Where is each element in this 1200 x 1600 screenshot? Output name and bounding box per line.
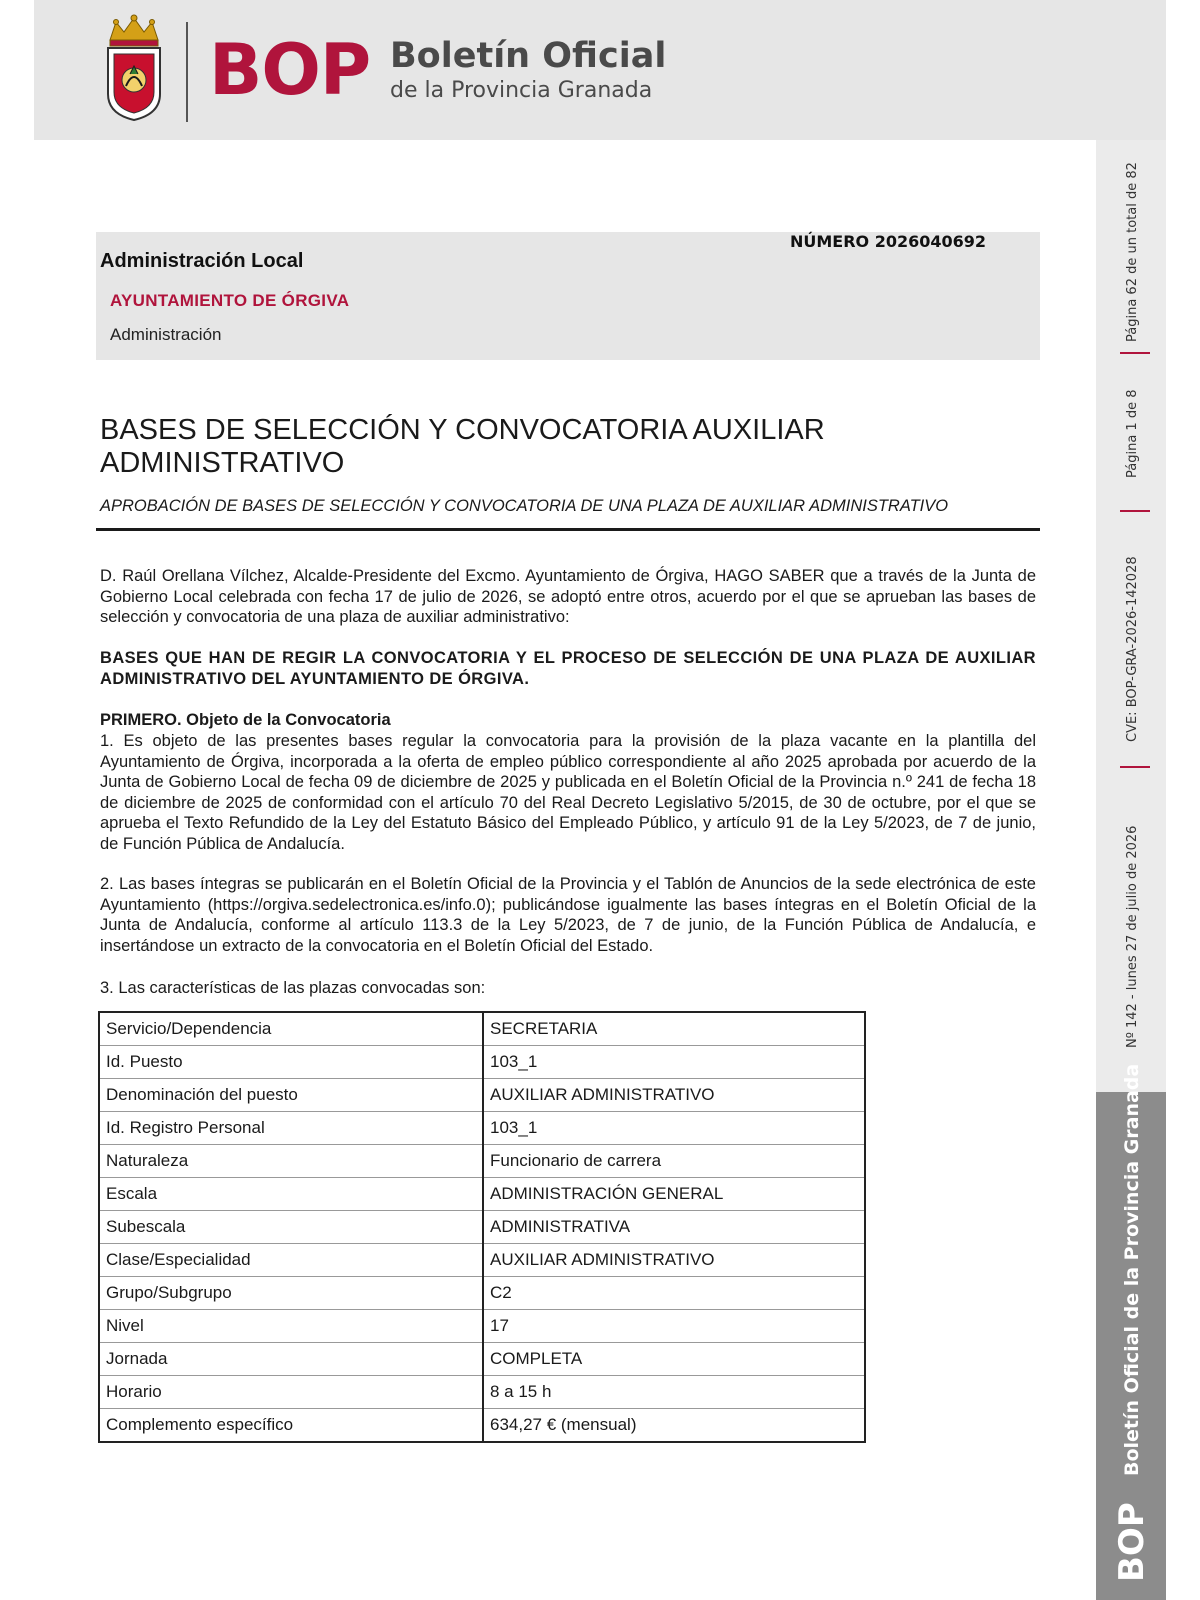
table-row [100,1013,865,1046]
table-value: 634,27 € (mensual) [483,1409,865,1442]
area-label: Administración [110,325,222,344]
table-key: Servicio/Dependencia [100,1013,484,1046]
paragraph-3: 3. Las características de las plazas convocadas son: [100,979,486,997]
table-key: Escala [100,1178,484,1211]
table-value: C2 [483,1277,865,1310]
table-value: COMPLETA [483,1343,865,1376]
section-label: Administración Local [100,250,304,272]
table-value: 8 a 15 h [483,1376,865,1409]
sidebar-separator [1120,766,1150,768]
table-row [100,1376,865,1409]
table-row [100,1343,865,1376]
table-value: SECRETARIA [483,1013,865,1046]
table-value: Funcionario de carrera [483,1145,865,1178]
table-key: Horario [100,1376,484,1409]
sidebar-bop-logo: BOP [1112,1502,1152,1582]
table-value: AUXILIAR ADMINISTRATIVO [483,1244,865,1277]
table-key: Subescala [100,1211,484,1244]
table-value: ADMINISTRACIÓN GENERAL [483,1178,865,1211]
table-key: Complemento específico [100,1409,484,1442]
table-row [100,1145,865,1178]
sidebar-separator [1120,510,1150,512]
ayuntamiento-name: AYUNTAMIENTO DE ÓRGIVA [110,291,350,310]
table-row [100,1409,865,1442]
paragraph-2: 2. Las bases íntegras se publicarán en el Boletín Oficial de la Provincia y el Tablón de Anuncios de la sede electrónica de este Ayuntamiento (https://orgiva.sedelectronica.es/info.0); publicándose igualmente las bases íntegras en el Boletín Oficial de la Junta de Andalucía, conforme al artículo 113.3 de la Ley 5/2023, de 7 de junio, de la Función Pública de Andalucía, e insertándose un extracto de la convocatoria en el Boletín Oficial del Estado. [100,875,1036,955]
document-title: BASES DE SELECCIÓN Y CONVOCATORIA AUXILIAR ADMINISTRATIVO [100,414,825,479]
table-row [100,1277,865,1310]
table-key: Jornada [100,1343,484,1376]
table-key: Nivel [100,1310,484,1343]
table-row [100,1244,865,1277]
table-value: ADMINISTRATIVA [483,1211,865,1244]
boletin-title: Boletín Oficial [390,36,667,76]
coat-of-arms-icon [102,14,166,122]
table-row [100,1046,865,1079]
table-row [100,1310,865,1343]
table-key: Denominación del puesto [100,1079,484,1112]
page-total-label: Página 62 de un total de 82 [1125,162,1140,342]
header-divider [186,22,188,122]
sidebar-separator [1120,352,1150,354]
cve-label: CVE: BOP-GRA-2026-142028 [1125,556,1140,742]
table-key: Grupo/Subgrupo [100,1277,484,1310]
title-rule [96,528,1040,531]
table-key: Id. Puesto [100,1046,484,1079]
table-key: Naturaleza [100,1145,484,1178]
primero-heading: PRIMERO. Objeto de la Convocatoria [100,711,391,729]
sidebar-brand-text: Boletín Oficial de la Provincia Granada [1121,1063,1143,1476]
table-row [100,1211,865,1244]
table-value: 103_1 [483,1046,865,1079]
table-row [100,1079,865,1112]
table-key: Id. Registro Personal [100,1112,484,1145]
paragraph-1: 1. Es objeto de las presentes bases regular la convocatoria para la provisión de la plaza vacante en la plantilla del Ayuntamiento de Órgiva, incorporada a la oferta de empleo público correspondiente al año 2025 aprobada por acuerdo de la Junta de Gobierno Local de fecha 09 de diciembre de 2025 y publicada en el Boletín Oficial de la Provincia n.º 241 de fecha 18 de diciembre de 2025 de conformidad con el artículo 70 del Real Decreto Legislativo 5/2015, de 30 de octubre, por el que se aprueba el Texto Refundido de la Ley del Estatuto Básico del Empleado Público, y artículo 91 de la Ley 5/2023, de 7 de junio, de Función Pública de Andalucía. [100,732,1036,853]
boletin-subtitle: de la Provincia Granada [390,78,653,103]
characteristics-table [99,1012,865,1442]
bases-heading: BASES QUE HAN DE REGIR LA CONVOCATORIA Y EL PROCESO DE SELECCIÓN DE UNA PLAZA DE AUXILIAR ADMINISTRATIVO DEL AYUNTAMIENTO DE ÓRGIVA. [100,649,1036,688]
issue-date-label: Nº 142 - lunes 27 de julio de 2026 [1125,825,1140,1048]
table-value: 103_1 [483,1112,865,1145]
table-row [100,1112,865,1145]
table-key: Clase/Especialidad [100,1244,484,1277]
document-subtitle: APROBACIÓN DE BASES DE SELECCIÓN Y CONVOCATORIA DE UNA PLAZA DE AUXILIAR ADMINISTRATIVO [100,497,949,515]
page-of-label: Página 1 de 8 [1125,389,1140,478]
intro-paragraph: D. Raúl Orellana Vílchez, Alcalde-Presidente del Excmo. Ayuntamiento de Órgiva, HAGO SABER que a través de la Junta de Gobierno Local celebrada con fecha 17 de julio de 2026, se adoptó entre otros, acuerdo por el que se aprueban las bases de selección y convocatoria de una plaza de auxiliar administrativo: [100,567,1036,626]
bop-logo: BOP [209,29,371,111]
table-value: AUXILIAR ADMINISTRATIVO [483,1079,865,1112]
publication-number: NÚMERO 2026040692 [790,232,987,251]
table-value: 17 [483,1310,865,1343]
table-row [100,1178,865,1211]
